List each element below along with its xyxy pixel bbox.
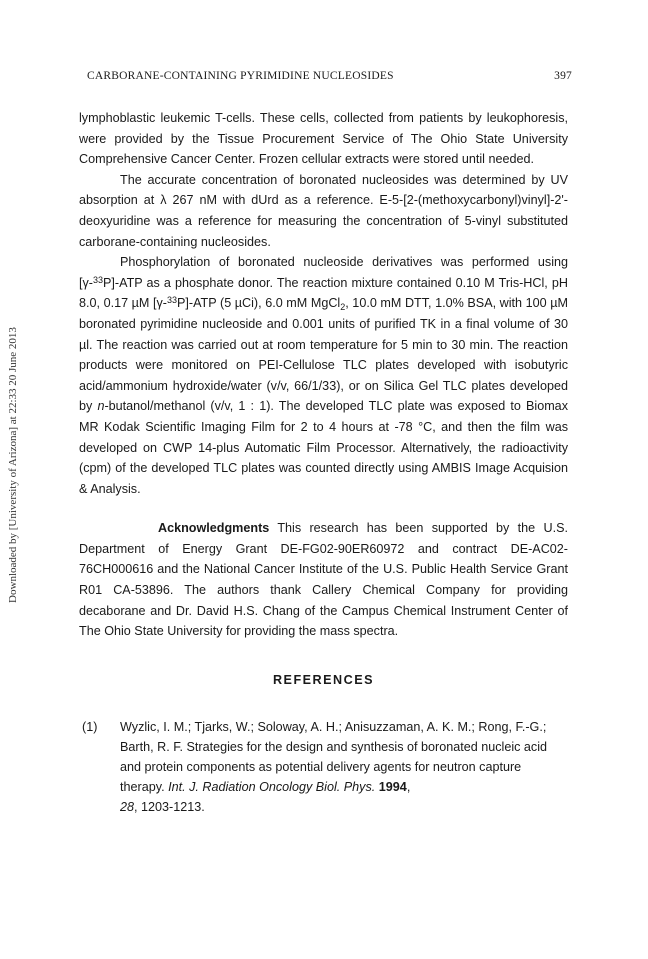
reference-pages: , 1203-1213. (134, 799, 205, 814)
p3-text-4: , 10.0 mM DTT, 1.0% BSA, with 100 µM boronated pyrimidine nucleoside and 0.001 units of purified TK in a final volume of 30 µl. The reaction was carried out at room temperature for 5 min to 30 min. The reaction products were monitored on PEI-Cellulose TLC plates developed with isobutyric acid/ammonium hydroxide/water (v/v, 66/1/33), or on Silica Gel TLC plates developed by (79, 296, 568, 414)
italic-n: n (97, 399, 105, 414)
article-body (79, 108, 568, 817)
reference-authors: Wyzlic, I. M.; Tjarks, W.; Soloway, A. H.; Anisuzzaman, A. K. M.; Rong, F.-G.; Barth, R. F. Strategies for the design and synthesis of boronated nucleic acid and protein components as potential delivery agents for neutron capture therapy. (120, 720, 548, 794)
reference-volume: 28 (120, 799, 135, 814)
paragraph-2: The accurate concentration of boronated nucleosides was determined by UV absorption at λ 267 nM with dUrd as a reference. E-5-[2-(methoxycarbonyl)vinyl]-2'-deoxyuridine was a reference for measuring the concentration of 5-vinyl substituted carborane-containing nucleosides. (79, 172, 568, 249)
isotope-superscript: 33 (93, 274, 104, 285)
reference-year: 1994 (378, 779, 407, 794)
reference-item: (1) Wyzlic, I. M.; Tjarks, W.; Soloway, A. H.; Anisuzzaman, A. K. M.; Rong, F.-G.; Barth, R. F. Strategies for the design and synthesis of boronated nucleic acid and protein components as potential delivery agents for neutron capture therapy. Int. J. Radiation Oncology Biol. Phys. 1994, 28, 1203-1213. (82, 720, 548, 814)
p3-text-1: Phosphorylation of boronated nucleoside derivatives was performed using [γ- (79, 255, 568, 290)
reference-journal: Int. J. Radiation Oncology Biol. Phys. (168, 779, 376, 794)
running-title: CARBORANE-CONTAINING PYRIMIDINE NUCLEOSIDES (87, 70, 394, 82)
references-title: REFERENCES (272, 672, 375, 687)
p3-text-5: -butanol/methanol (v/v, 1 : 1). The developed TLC plate was exposed to Biomax MR Kodak Scientific Imaging Film for 2 to 4 hours at -78 °C, and then the film was developed on CWP 14-plus Automatic Film Processor. Alternatively, the radioactivity (cpm) of the developed TLC plates was counted directly using AMBIS Image Acquision & Analysis. (79, 399, 568, 496)
acknowledgments-paragraph (79, 518, 568, 642)
page-number: 397 (554, 70, 572, 82)
acknowledgments-heading: Acknowledgments (158, 521, 270, 536)
paragraph-1: lymphoblastic leukemic T-cells. These cells, collected from patients by leukophoresis, were provided by the Tissue Procurement Service of The Ohio State University Comprehensive Cancer Center. Frozen cellular extracts were stored until needed. (79, 111, 568, 167)
p3-text-2: P]-ATP as a phosphate donor. The reaction mixture contained 0.10 M Tris-HCl, pH 8.0, 0.17 µM [γ- (79, 275, 568, 311)
subscript: 2 (340, 302, 346, 313)
download-watermark-text: Downloaded by [University of Arizona] at 22:33 20 June 2013 (7, 327, 19, 603)
download-watermark (4, 290, 22, 640)
acknowledgments-text: This research has been supported by the U.S. Department of Energy Grant DE-FG02-90ER60972 and contract DE-AC02-76CH000616 and the National Cancer Institute of the U.S. Public Health Service Grant R01 CA-53896. The authors thank Callery Chemical Company for providing decaborane and Dr. David H.S. Chang of the Campus Chemical Instrument Center of The Ohio State University for providing the mass spectra. (79, 521, 568, 639)
paragraph-3 (79, 252, 568, 499)
p3-text-3: P]-ATP (5 µCi), 6.0 mM MgCl (177, 296, 341, 311)
isotope-superscript: 33 (166, 295, 177, 306)
reference-number: (1) (82, 720, 98, 735)
